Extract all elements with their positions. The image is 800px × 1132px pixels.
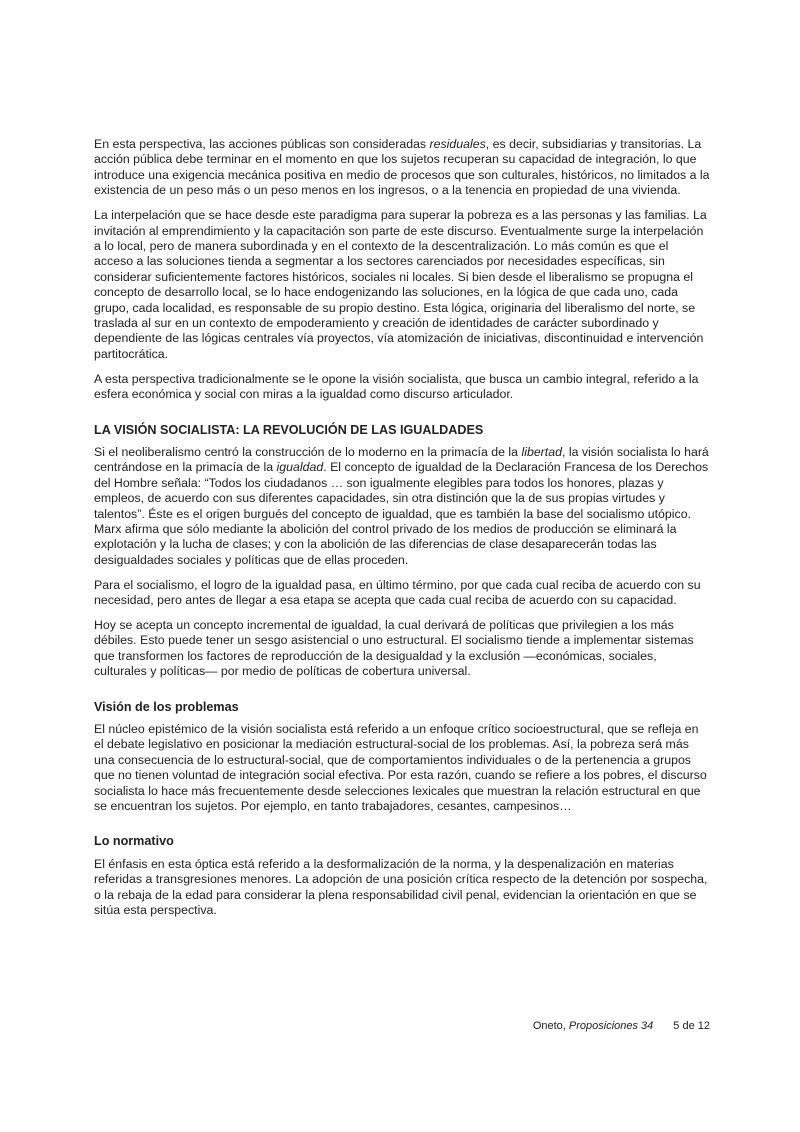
paragraph-enfasis: El énfasis en esta óptica está referido a la desformalización de la norma, y la despenalización en materias referidas a transgresiones menores. La adopción de una posición crítica respecto de la detención por sospecha, o la rebaja de la edad para considerar la plena responsabilidad civil penal, evidencian la orientación en que se sitúa esta perspectiva. — [94, 856, 708, 918]
subheading-vision-problemas: Visión de los problemas — [94, 699, 239, 714]
paragraph-logro-igualdad: Para el socialismo, el logro de la igualdad pasa, en último término, por que cada cual reciba de acuerdo con su necesidad, pero antes de llegar a esa etapa se acepta que cada cual reciba de acuerdo con su capacidad. — [94, 577, 701, 608]
document-body — [94, 137, 710, 928]
paragraph-igualdad — [94, 445, 710, 568]
paragraph-concepto-incremental: Hoy se acepta un concepto incremental de igualdad, la cual derivará de políticas que privilegien a los más débiles. Esto puede tener un sesgo asistencial o uno estructural. El socialismo tiende a implementar sistemas que transformen los factores de reproducción de la desigualdad y la exclusión —económicas, sociales, culturales y políticas— por medio de políticas de cobertura universal. — [94, 617, 694, 679]
page-footer — [0, 1020, 710, 1032]
paragraph-nucleo-epistemico: El núcleo epistémico de la visión socialista está referido a un enfoque crítico socioestructural, que se refleja en el debate legislativo en posicionar la mediación estructural-social de los problemas. Así, la pobreza será más una consecuencia de lo estructural-social, que de comportamientos individuales o de la pertenencia a grupos que no tienen voluntad de integración social efectiva. Por esta razón, cuando se refiere a los pobres, el discurso socialista lo hace más frecuentemente desde selecciones lexicales que muestran la relación estructural en que se encuentran los sujetos. Por ejemplo, en tanto trabajadores, cesantes, campesinos… — [94, 722, 707, 814]
paragraph-interpelacion: La interpelación que se hace desde este paradigma para superar la pobreza es a las personas y las familias. La invitación al emprendimiento y la capacitación son parte de este discurso. Eventualmente surge la interpelación a lo local, pero de manera subordinada y en el contexto de la descentralización. Lo más común es que el acceso a las soluciones tienda a segmentar a los sectores carenciados por necesidades específicas, sin considerar suficientemente factores históricos, sociales ni locales. Si bien desde el liberalismo se propugna el concepto de desarrollo local, se lo hace endogenizando las soluciones, en la lógica de que cada uno, cada grupo, cada localidad, es responsable de su propio destino. Esta lógica, originaria del liberalismo del norte, se traslada al sur en un contexto de empoderamiento y creación de identidades de carácter subordinado y dependiente de las lógicas centrales vía proyectos, vía atomización de iniciativas, discontinuidad e intervención partitocrática. — [94, 208, 707, 361]
subheading-lo-normativo: Lo normativo — [94, 834, 174, 849]
emphasis-igualdad: igualdad — [276, 460, 324, 475]
section-heading-vision-socialista: LA VISIÓN SOCIALISTA: LA REVOLUCIÓN DE LAS IGUALDADES — [94, 422, 484, 437]
text-run: Si el neoliberalismo centró la construcción de lo moderno en la primacía de la — [94, 444, 522, 459]
emphasis-libertad: libertad — [521, 444, 562, 459]
text-run: , la visión socialista lo hará centrándose en la primacía de la — [94, 444, 709, 475]
paragraph-residuales — [94, 137, 710, 199]
paragraph-oposicion: A esta perspectiva tradicionalmente se le opone la visión socialista, que busca un cambio integral, referido a la esfera económica y social con miras a la igualdad como discurso articulador. — [94, 371, 699, 402]
footer-journal: Proposiciones 34 — [568, 1020, 654, 1032]
text-run: En esta perspectiva, las acciones públicas son consideradas — [94, 137, 430, 151]
emphasis-residuales: residuales — [429, 137, 486, 151]
text-run: . El concepto de igualdad de la Declaración Francesa de los Derechos del Hombre señala: “Todos los ciudadanos … son igualmente elegibles para todos los honores, plazas y empleos, de acuerdo con sus diferentes capacidades, sin otra distinción que la de sus propias virtudes y talentos”. Éste es el origen burgués del concepto de igualdad, que es también la base del socialismo utópico. Marx afirma que sólo mediante la abolición del control privado de los medios de producción se eliminará la explotación y la lucha de clases; y con la abolición de las diferencias de clase desaparecerán todas las desigualdades sociales y políticas que de ellas proceden. — [94, 460, 709, 567]
footer-author: Oneto, — [532, 1020, 569, 1032]
text-run: , es decir, subsidiarias y transitorias. La acción pública debe terminar en el momento en que los sujetos recuperan su capacidad de integración, lo que introduce una exigencia mecánica positiva en medio de procesos que son culturales, históricos, no limitados a la existencia de un peso más o un peso menos en los ingresos, o a la tenencia en propiedad de una vivienda. — [94, 137, 710, 198]
page-number: 5 de 12 — [673, 1020, 710, 1032]
